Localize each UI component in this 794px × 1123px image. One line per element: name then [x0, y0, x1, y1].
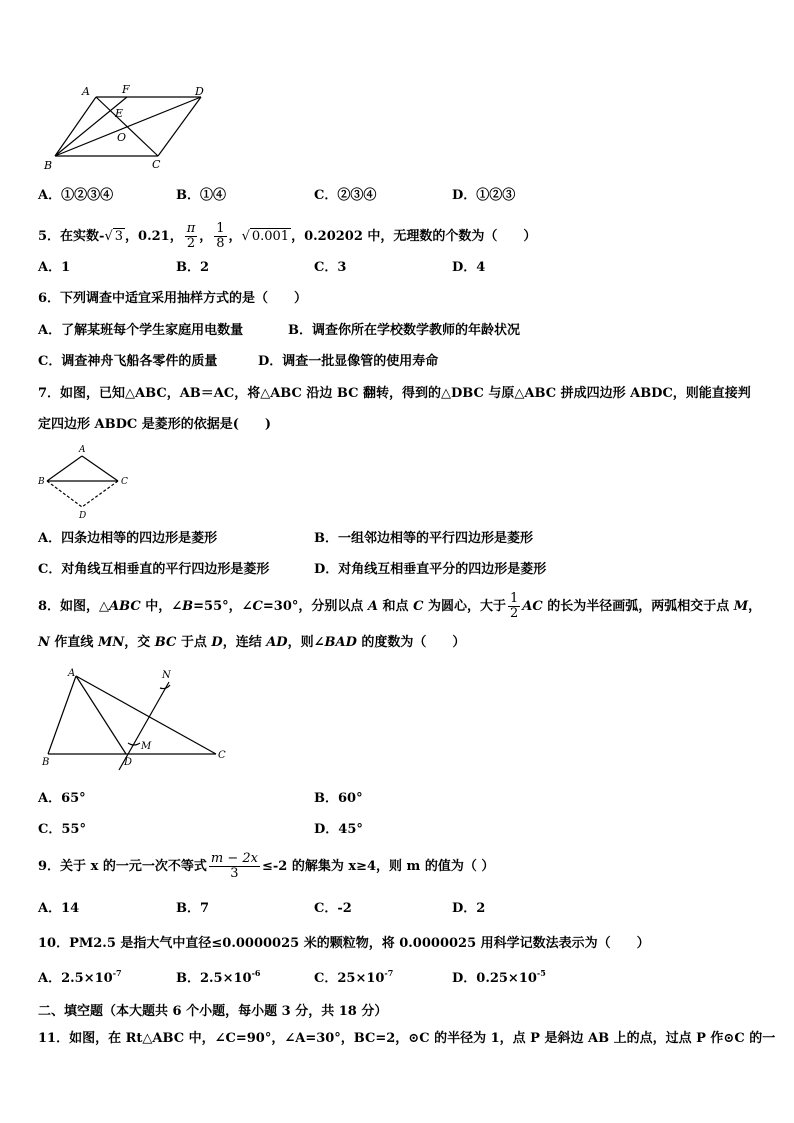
q9-option-b[interactable]: B．7: [176, 901, 210, 916]
q9-option-c[interactable]: C．-2: [314, 901, 352, 916]
fig8-label-c: C: [218, 750, 226, 761]
q10-option-d[interactable]: D．$0.25\times 10^{-5}$: [452, 968, 546, 986]
q5-option-b[interactable]: B．2: [176, 260, 210, 275]
q7-option-d[interactable]: D．对角线互相垂直平分的四边形是菱形: [314, 562, 547, 577]
fig8-label-m: M: [141, 741, 152, 752]
q6-stem: 6．下列调查中适宜采用抽样方式的是（ ）: [38, 291, 308, 306]
q7-option-c[interactable]: C．对角线互相垂直的平行四边形是菱形: [38, 562, 270, 577]
fig8-label-b: B: [42, 757, 50, 768]
figure-triangle-bisector: [38, 664, 238, 772]
fraction-m-2x-over-3: $\frac{m - 2x}{3}$: [210, 851, 258, 881]
q10-option-c[interactable]: C．$25\times 10^{-7}$: [314, 968, 394, 986]
fig7-label-b: B: [38, 477, 45, 487]
q10-stem: 10．PM2.5 是指大气中直径≤0.0000025 米的颗粒物，将 0.0000025 用科学记数法表示为（ ）: [38, 936, 650, 951]
fig7-label-c: C: [121, 477, 128, 487]
q9-option-d[interactable]: D．2: [452, 901, 486, 916]
q5-stem: 5．在实数-√ 3 ，0.21， $\frac{\pi}{2}$ ， $\frac{1}{8}$ ，√ 0.001 ，0.20202 中，无理数的个数为（ ）: [38, 221, 537, 251]
q8-option-d[interactable]: D．45°: [314, 822, 363, 837]
q4-option-d[interactable]: D．①②③: [452, 188, 516, 203]
q9-option-a[interactable]: A．14: [38, 901, 80, 916]
q5-option-c[interactable]: C．3: [314, 260, 347, 275]
sqrt-3: √ 3: [104, 229, 124, 244]
fraction-pi-over-2: $\frac{\pi}{2}$: [186, 221, 196, 251]
fig-label-f: F: [122, 83, 130, 96]
fig8-label-n: N: [162, 670, 171, 681]
q10-option-a[interactable]: A．$2.5\times 10^{-7}$: [38, 968, 122, 986]
fraction-one-eighth: $\frac{1}{8}$: [216, 221, 225, 251]
fig7-label-a: A: [79, 445, 86, 455]
fig-label-a: A: [82, 85, 90, 98]
q8-stem-line1: 8．如图，△ABC 中，∠B=55°，∠C=30°，分别以点 A 和点 C 为圆心，大于 $\frac{1}{2}$ AC 的长为半径画弧，两弧相交于点 M，: [38, 591, 762, 621]
q5-option-a[interactable]: A．1: [38, 260, 71, 275]
q8-stem-line2: N 作直线 MN，交 BC 于点 D，连结 AD，则∠BAD 的度数为（ ）: [38, 635, 466, 650]
q7-option-a[interactable]: A．四条边相等的四边形是菱形: [38, 531, 218, 546]
q6-option-c[interactable]: C．调查神舟飞船各零件的质量: [38, 354, 218, 369]
fig-label-e: E: [115, 107, 124, 120]
sqrt-0001: √ 0.001: [241, 229, 290, 244]
q7-stem-line1: 7．如图，已知△ABC，AB＝AC，将△ABC 沿边 BC 翻转，得到的△DBC 与原△ABC 拼成四边形 ABDC，则能直接判: [38, 386, 751, 401]
fig-label-o: O: [117, 131, 127, 144]
fig-label-d: D: [195, 85, 204, 98]
q4-option-a[interactable]: A．①②③④: [38, 188, 114, 203]
q7-stem-line2: 定四边形 ABDC 是菱形的依据是( ): [38, 417, 272, 432]
q6-option-a[interactable]: A．了解某班每个学生家庭用电数量: [38, 323, 244, 338]
q6-option-b[interactable]: B．调查你所在学校数学教师的年龄状况: [288, 323, 520, 338]
q6-option-d[interactable]: D．调查一批显像管的使用寿命: [258, 354, 439, 369]
q4-option-c[interactable]: C．②③④: [314, 188, 377, 203]
figure-rhombus: [38, 440, 138, 522]
q8-option-a[interactable]: A．65°: [38, 791, 86, 806]
q8-option-c[interactable]: C．55°: [38, 822, 86, 837]
figure-parallelogram: [38, 82, 218, 174]
fraction-one-half: $\frac{1}{2}$: [509, 591, 519, 621]
fig-label-c: C: [152, 158, 161, 171]
q4-option-b[interactable]: B．①④: [176, 188, 226, 203]
fig7-label-d: D: [79, 511, 87, 521]
q7-option-b[interactable]: B．一组邻边相等的平行四边形是菱形: [314, 531, 533, 546]
section-heading-fill-blank: 二、填空题（本大题共 6 个小题，每小题 3 分，共 18 分）: [38, 1004, 388, 1019]
fig-label-b: B: [44, 159, 53, 172]
q9-stem: 9．关于 x 的一元一次不等式 $\frac{m - 2x}{3}$ ≤-2 的解集为 x≥4，则 m 的值为（ ）: [38, 851, 495, 881]
q11-stem: 11．如图，在 Rt△ABC 中，∠C=90°，∠A=30°，BC=2，⊙C 的半径为 1，点 P 是斜边 AB 上的点，过点 P 作⊙C 的一: [38, 1031, 776, 1046]
q5-option-d[interactable]: D．4: [452, 260, 486, 275]
fig8-label-a: A: [68, 668, 76, 679]
fig8-label-d: D: [124, 757, 133, 768]
q8-option-b[interactable]: B．60°: [314, 791, 363, 806]
q10-option-b[interactable]: B．$2.5\times 10^{-6}$: [176, 968, 261, 986]
